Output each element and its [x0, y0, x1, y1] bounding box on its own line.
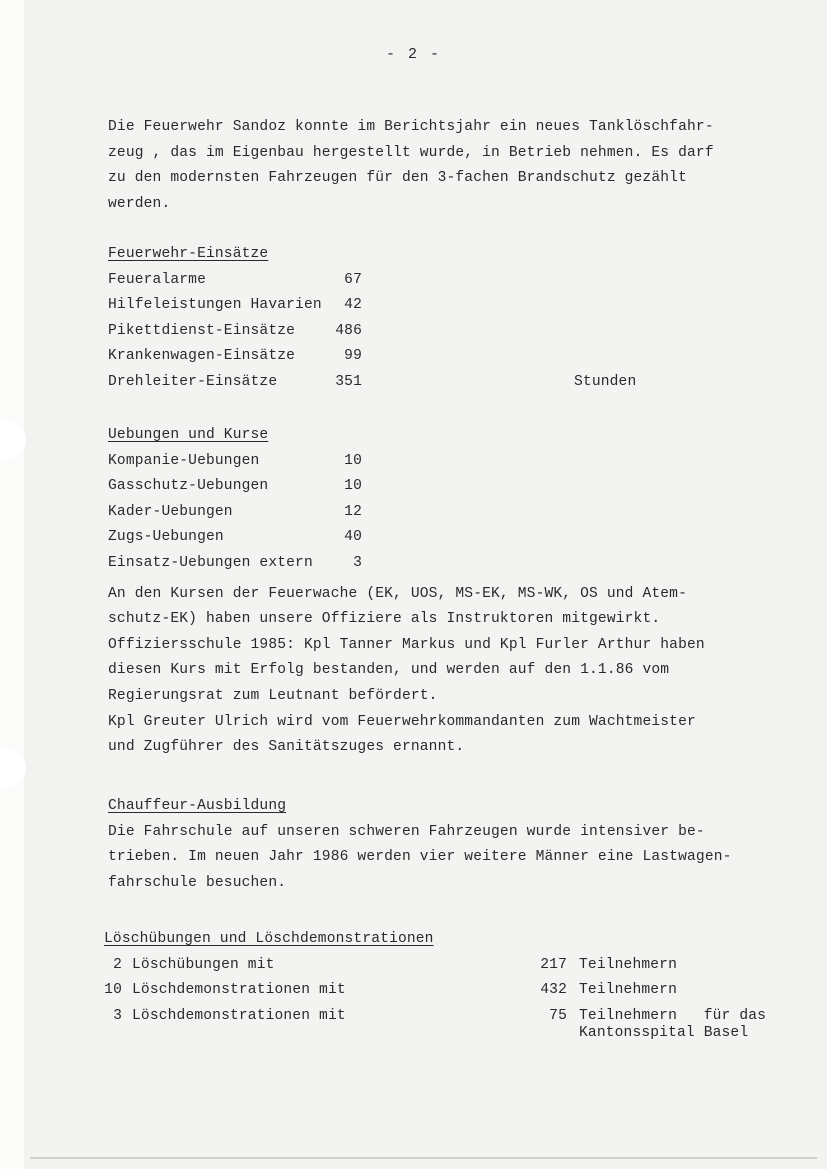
row-label: Drehleiter-Einsätze: [108, 373, 278, 390]
intro-line: werden.: [108, 195, 171, 212]
uebungen-heading: Uebungen und Kurse: [108, 427, 269, 443]
row-count: 2: [113, 956, 122, 973]
scan-left-edge: [0, 0, 24, 1169]
uebungen-section: [108, 423, 798, 761]
row-value: 12: [344, 503, 362, 520]
chauffeur-heading: Chauffeur-Ausbildung: [108, 798, 287, 814]
kurse-line: Regierungsrat zum Leutnant befördert.: [108, 687, 438, 704]
row-unit-line: Teilnehmern für das: [579, 1007, 767, 1024]
table-row: [108, 370, 798, 396]
row-label: Pikettdienst-Einsätze: [108, 322, 296, 339]
row-label: Zugs-Uebungen: [108, 529, 224, 546]
row-label: Kader-Uebungen: [108, 503, 233, 520]
row-unit: Teilnehmern: [579, 982, 677, 999]
row-label: Hilfeleistungen Havarien: [108, 297, 322, 314]
chauffeur-line: Die Fahrschule auf unseren schweren Fahrzeugen wurde intensiver be-: [108, 823, 705, 840]
scan-bottom-edge: [30, 1157, 817, 1159]
einsaetze-section: [108, 242, 798, 396]
kurse-line: Offiziersschule 1985: Kpl Tanner Markus und Kpl Furler Arthur haben: [108, 636, 705, 653]
row-value: 67: [344, 271, 362, 288]
page-number: - 2 -: [385, 46, 441, 63]
chauffeur-line: trieben. Im neuen Jahr 1986 werden vier weitere Männer eine Lastwagen-: [108, 849, 732, 866]
row-count: 10: [104, 982, 122, 999]
intro-line: zeug , das im Eigenbau hergestellt wurde, in Betrieb nehmen. Es darf: [108, 144, 714, 161]
chauffeur-section: [108, 794, 798, 896]
table-row: [104, 1004, 794, 1041]
table-row: [108, 525, 798, 551]
intro-paragraph: [108, 115, 798, 217]
row-value: 42: [344, 297, 362, 314]
row-label: Löschdemonstrationen mit: [132, 1007, 346, 1024]
loesch-section: [104, 927, 794, 1041]
row-value: 75: [549, 1007, 567, 1024]
table-row: [108, 449, 798, 475]
loesch-heading: Löschübungen und Löschdemonstrationen: [104, 931, 434, 947]
table-row: [104, 978, 794, 1004]
kurse-line: Kpl Greuter Ulrich wird vom Feuerwehrkommandanten zum Wachtmeister: [108, 713, 696, 730]
row-label: Feueralarme: [108, 271, 206, 288]
table-row: [108, 551, 798, 577]
row-label: Gasschutz-Uebungen: [108, 478, 269, 495]
chauffeur-line: fahrschule besuchen.: [108, 874, 287, 891]
row-count: 3: [113, 1007, 122, 1024]
table-row: [108, 319, 798, 345]
table-row: [108, 344, 798, 370]
row-value: 40: [344, 529, 362, 546]
kurse-line: An den Kursen der Feuerwache (EK, UOS, MS-EK, MS-WK, OS und Atem-: [108, 585, 687, 602]
row-label: Löschübungen mit: [132, 956, 275, 973]
kurse-line: und Zugführer des Sanitätszuges ernannt.: [108, 739, 465, 756]
table-row: [108, 268, 798, 294]
intro-line: Die Feuerwehr Sandoz konnte im Berichtsjahr ein neues Tanklöschfahr-: [108, 119, 714, 135]
row-unit-line: Kantonsspital Basel: [579, 1024, 749, 1041]
row-label: Löschdemonstrationen mit: [132, 982, 346, 999]
intro-line: zu den modernsten Fahrzeugen für den 3-fachen Brandschutz gezählt: [108, 170, 687, 187]
row-value: 3: [353, 554, 362, 571]
kurse-line: diesen Kurs mit Erfolg bestanden, und werden auf den 1.1.86 vom: [108, 662, 670, 679]
row-value: 486: [335, 322, 362, 339]
row-value: 432: [540, 982, 567, 999]
row-unit: Stunden: [574, 373, 637, 390]
table-row: [108, 474, 798, 500]
table-row: [108, 500, 798, 526]
table-row: [104, 953, 794, 979]
row-value: 99: [344, 348, 362, 365]
row-unit: Teilnehmern: [579, 956, 677, 973]
row-value: 351: [335, 373, 362, 390]
row-unit: [579, 1008, 766, 1042]
table-row: [108, 293, 798, 319]
row-value: 10: [344, 478, 362, 495]
row-value: 217: [540, 956, 567, 973]
row-label: Einsatz-Uebungen extern: [108, 554, 313, 571]
row-label: Krankenwagen-Einsätze: [108, 348, 296, 365]
row-value: 10: [344, 452, 362, 469]
row-label: Kompanie-Uebungen: [108, 452, 260, 469]
einsaetze-heading: Feuerwehr-Einsätze: [108, 246, 269, 262]
kurse-line: schutz-EK) haben unsere Offiziere als Instruktoren mitgewirkt.: [108, 611, 661, 628]
